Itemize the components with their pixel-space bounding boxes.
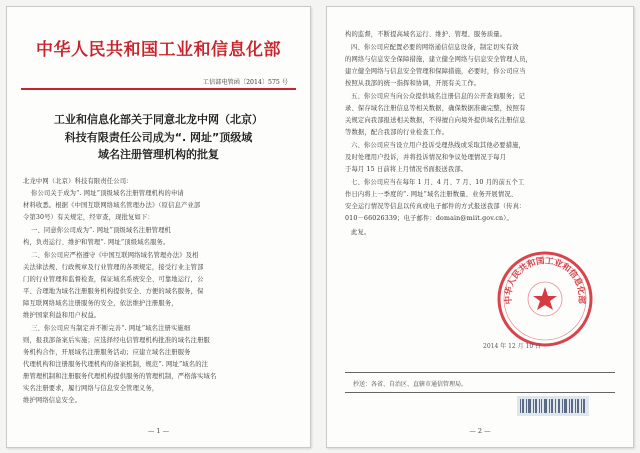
document-number: 工信部电管函〔2014〕575 号 [202, 79, 288, 86]
body-line: 三、你公司应当制定并不断完善“. 网址”域名注册实施细 [31, 325, 191, 332]
body-line: 维护国家利益和用户权益。 [23, 312, 101, 319]
body-line: 构，负责运行、维护和管理“. 网址”顶级域名服务。 [23, 239, 170, 246]
closing-line: 此复。 [351, 229, 371, 236]
barcode-icon [517, 396, 589, 416]
body-line: 务机构合作，开展域名注册服务活动；应建立域名注册服务 [23, 349, 191, 356]
body-line: 平、合理地为域名注册服务机构提供安全、方便的域名服务，保 [23, 288, 204, 295]
seal-date: 2014 年 12 月 10 日 [483, 343, 542, 350]
body-line: 关法律法规、行政规章及行业管理的各项规定，接受行业主管部 [23, 264, 204, 271]
body-line: 实名注册要求，履行网络与信息安全管理义务， [23, 385, 159, 392]
body-line: 构的监督，不断提高域名运行、维护、管理、服务质量。 [345, 31, 507, 38]
cc-line: 抄送：各省、自治区、直辖市通信管理局。 [353, 381, 468, 388]
title-line: 工业和信息化部关于同意北龙中网（北京） [54, 113, 263, 126]
body-line: 作日内将上一季度的“. 网址”域名注册数量、业务开展情况、 [345, 191, 518, 198]
page-number: — 1 — [147, 427, 170, 435]
body-line: 你公司关于成为“. 网址”顶级域名注册管理机构的申请 [31, 190, 184, 197]
body-line: 令第30号）有关规定，经审查，现批复如下： [23, 214, 154, 221]
seal-text: 中华人民共和国工业和信息化部 [503, 256, 587, 305]
body-line: 010－66026339；电子邮件：domain@miit.gov.cn）。 [345, 215, 513, 222]
body-line: 材料收悉。根据《中国互联网络域名管理办法》（原信息产业部 [23, 202, 201, 209]
body-line: 的网络与信息安全保障措施，建立健全网络与信息安全管理人员， [345, 56, 532, 63]
body-line: 按照从我部的统一指挥和协调，开展有关工作。 [345, 80, 481, 87]
cc-top-rule [345, 372, 615, 373]
body-line: 则，报我部备案后实施；应选择经电信管理机构批准的域名注册服 [23, 337, 210, 344]
body-line: 代理机构和注册服务代理机构的备案机制，规范“. 网址”域名的注 [23, 361, 209, 368]
salutation: 北龙中网（北京）科技有限责任公司： [23, 178, 133, 185]
official-seal-icon [495, 249, 595, 349]
body-line: 录、保存域名注册信息等相关数据，确保数据准确完整，按照有 [345, 105, 526, 112]
body-line: 二、你公司应严格遵守《中国互联网络域名管理办法》及相 [31, 252, 199, 259]
body-line: 关规定向我部报送相关数据，不得擅自向境外提供域名注册信息 [345, 117, 526, 124]
body-line: 于每月 15 日前将上月情况书面报送我部。 [345, 166, 468, 173]
document-page-2 [326, 6, 634, 448]
body-line: 五、你公司应当向公众提供域名注册信息的公开查询服务；记 [351, 93, 526, 100]
body-line: 维护网络信息安全。 [23, 397, 82, 404]
body-line: 四、你公司应配置必要的网络通信信息设备，制定切实有效 [351, 44, 519, 51]
document-page-1 [6, 6, 311, 448]
body-line: 六、你公司应当设立用户投诉受理热线或采取其他必要措施， [351, 142, 526, 149]
letterhead-red-rule [21, 88, 296, 90]
letterhead-title: 中华人民共和国工业和信息化部 [36, 40, 281, 60]
body-line: 及时处理用户投诉，并将投诉情况和争议处理情况于每月 [345, 154, 507, 161]
body-line: 障互联网络域名注册服务的安全，依法维护注册服务， [23, 300, 178, 307]
body-line: 等数据，配合我部的行业检查工作。 [345, 129, 449, 136]
document-title [27, 111, 290, 164]
title-line: 域名注册管理机构的批复 [98, 148, 219, 161]
body-line: 七、你公司应当在每年 1 月、4 月、7 月、10 月的前五个工 [351, 179, 525, 186]
body-line: 门的行业管理和监督检查，保证域名系统安全、可靠地运行，公 [23, 276, 204, 283]
body-line: 一、同意你公司成为“. 网址”顶级域名注册管理机 [31, 227, 171, 234]
body-line: 建立健全网络与信息安全管理和保障措施，必要时，你公司应当 [345, 68, 526, 75]
body-line: 安全运行情况等信息以传真或电子邮件的方式报送我部（传真： [345, 203, 526, 210]
cc-bottom-rule [345, 392, 615, 393]
body-line: 册管理机制和注册服务代理机构提供服务的管理机制，严格落实域名 [23, 373, 217, 380]
title-line: 科技有限责任公司成为“. 网址”顶级域 [64, 130, 253, 144]
page-number: — 2 — [469, 427, 491, 435]
